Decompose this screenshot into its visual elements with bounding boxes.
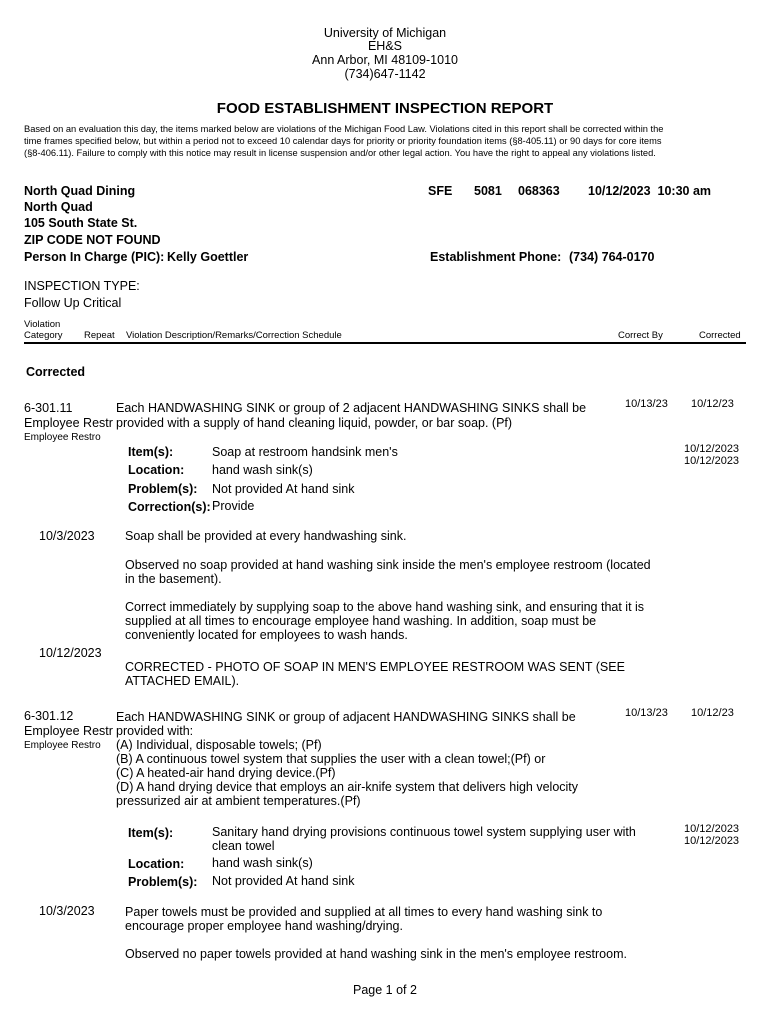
problem-value: Not provided At hand sink <box>212 874 355 888</box>
col-correct-by: Correct By <box>618 330 663 341</box>
note-text: Observed no paper towels provided at hand washing sink in the men's employee restroom. <box>125 947 627 961</box>
correct-by-date: 10/13/23 <box>625 398 668 410</box>
location-value: hand wash sink(s) <box>212 856 313 870</box>
side-date: 10/12/2023 <box>684 835 740 847</box>
correction-value: Provide <box>212 499 255 513</box>
note-text: Soap shall be provided at every handwashing sink. <box>125 529 407 543</box>
location-label: Location: <box>128 463 185 477</box>
intro-text <box>24 123 746 159</box>
note-date: 10/12/2023 <box>39 646 102 660</box>
col-category: Category <box>24 330 63 341</box>
problem-label: Problem(s): <box>128 482 198 496</box>
org-dept: EH&S <box>367 39 403 53</box>
violation-code: 6-301.12 <box>24 709 74 723</box>
note-text: Paper towels must be provided and supplied at all times to every hand washing sink to encourage proper employee hand washing/drying. <box>125 905 603 933</box>
location-value: hand wash sink(s) <box>212 463 313 477</box>
col-description: Violation Description/Remarks/Correction Schedule <box>126 330 342 341</box>
violation-category-small: Employee Restro <box>24 740 101 751</box>
inspection-datetime: 10/12/2023 10:30 am <box>588 184 712 198</box>
phone-label: Establishment Phone: <box>430 250 562 264</box>
intro-line: time frames specified below, but within a period not to exceed 10 calendar days for priority or priority foundation items (§8-405.11) or 90 days for core items <box>24 136 662 146</box>
note-text: Correct immediately by supplying soap to the above hand washing sink, and ensuring that it is supplied at all times to encourage employee hand washing. In addition, soap must be conveniently located for employees to wash hands. <box>125 600 645 642</box>
location-label: Location: <box>128 857 185 871</box>
inspection-type-label: INSPECTION TYPE: <box>24 279 140 293</box>
note-text: CORRECTED - PHOTO OF SOAP IN MEN'S EMPLOYEE RESTROOM WAS SENT (SEE ATTACHED EMAIL). <box>125 660 625 688</box>
note-date: 10/3/2023 <box>39 904 95 918</box>
violation-desc: provided with a supply of hand cleaning liquid, powder, or bar soap. (Pf) <box>116 416 513 430</box>
note-date: 10/3/2023 <box>39 529 95 543</box>
report-title: FOOD ESTABLISHMENT INSPECTION REPORT <box>216 100 554 117</box>
side-date: 10/12/2023 <box>684 443 740 455</box>
violation-category-small: Employee Restro <box>24 432 101 443</box>
intro-line: (§8-406.11). Failure to comply with this notice may result in license suspension and/or other legal action. You have the right to appeal any violations listed. <box>24 148 656 158</box>
page-number: Page 1 of 2 <box>353 983 417 997</box>
item-value: Soap at restroom handsink men's <box>212 445 398 459</box>
col-repeat: Repeat <box>84 330 115 341</box>
violation-category: Employee Restr <box>24 724 113 738</box>
intro-line: Based on an evaluation this day, the items marked below are violations of the Michigan Food Law. Violations cited in this report shall be corrected within the <box>24 124 664 134</box>
header-rule <box>24 342 746 344</box>
item-value: Sanitary hand drying provisions continuous towel system supplying user with clean towel <box>212 825 636 853</box>
problem-label: Problem(s): <box>128 875 198 889</box>
establishment-name: North Quad Dining <box>24 184 136 198</box>
org-name: University of Michigan <box>323 26 447 40</box>
corrected-date: 10/12/23 <box>691 707 734 719</box>
inspection-type-value: Follow Up Critical <box>24 296 122 310</box>
sfe-label: SFE <box>428 184 453 198</box>
side-date: 10/12/2023 <box>684 823 740 835</box>
violation-desc: Each HANDWASHING SINK or group of adjacent HANDWASHING SINKS shall be provided with: (A) Individual, disposable towels; (Pf) (B) A continuous towel system that supplies the user with a clean towel;(Pf) or (C) A heated-air hand drying device.(Pf) (D) A hand drying device that employs an air-knife system that delivers high velocity pressurized air at ambient temperatures.(Pf) <box>116 710 579 808</box>
establishment-code1: 5081 <box>474 184 502 198</box>
violation-desc: Each HANDWASHING SINK or group of 2 adjacent HANDWASHING SINKS shall be <box>116 401 587 415</box>
pic-name: Kelly Goettler <box>167 250 249 264</box>
org-phone: (734)647-1142 <box>344 67 426 81</box>
note-text: Observed no soap provided at hand washing sink inside the men's employee restroom (located in the basement). <box>125 558 651 586</box>
establishment-address: 105 South State St. <box>24 216 138 230</box>
phone-value: (734) 764-0170 <box>569 250 655 264</box>
item-label: Item(s): <box>128 445 174 459</box>
establishment-zip: ZIP CODE NOT FOUND <box>24 233 161 247</box>
corrected-date: 10/12/23 <box>691 398 734 410</box>
col-violation: Violation <box>24 319 61 330</box>
establishment-building: North Quad <box>24 200 93 214</box>
establishment-code2: 068363 <box>518 184 560 198</box>
item-label: Item(s): <box>128 826 174 840</box>
org-address: Ann Arbor, MI 48109-1010 <box>312 53 458 67</box>
section-label: Corrected <box>26 365 86 379</box>
col-corrected: Corrected <box>699 330 741 341</box>
correction-label: Correction(s): <box>128 500 211 514</box>
side-date: 10/12/2023 <box>684 455 740 467</box>
pic-label: Person In Charge (PIC): <box>24 250 165 264</box>
problem-value: Not provided At hand sink <box>212 482 355 496</box>
violation-code: 6-301.11 <box>24 401 73 415</box>
violation-category: Employee Restr <box>24 416 113 430</box>
correct-by-date: 10/13/23 <box>625 707 668 719</box>
